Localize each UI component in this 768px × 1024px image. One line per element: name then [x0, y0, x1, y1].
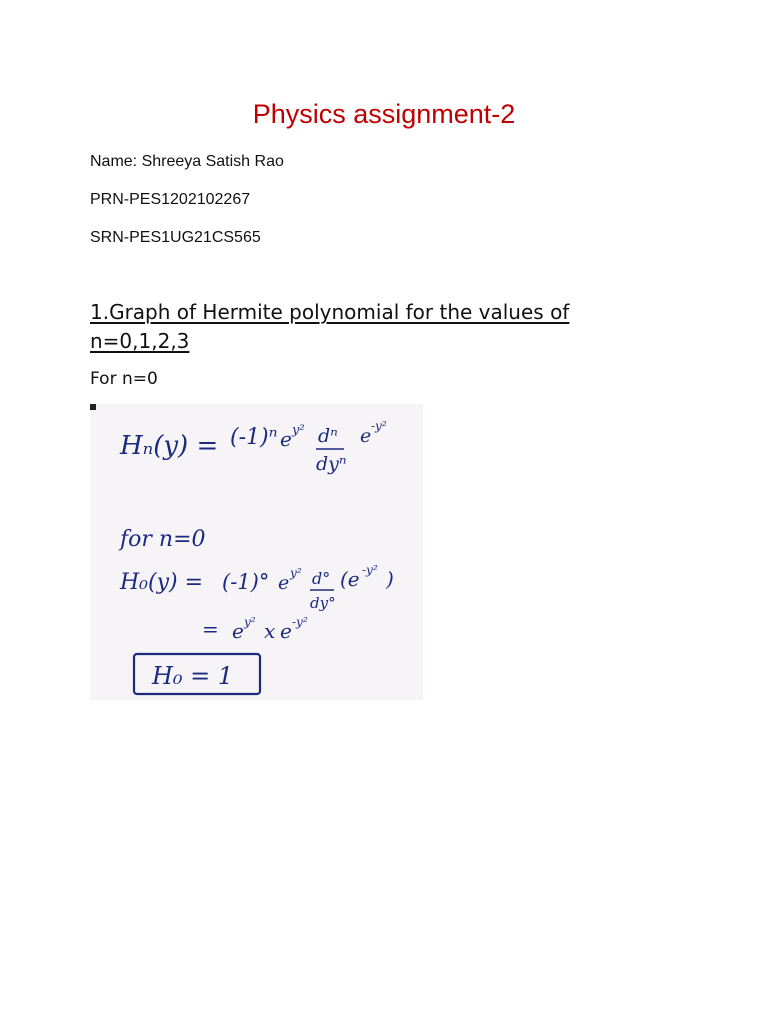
handwritten-notes-drawing [90, 404, 423, 700]
result-text: H₀ = 1 [152, 662, 234, 690]
step-two-times: x [264, 619, 276, 643]
hermite-derivative-bottom: dyⁿ [316, 453, 347, 475]
step-two-equals: = [202, 617, 219, 641]
step-one-gaussian-power: -y² [362, 563, 378, 577]
step-one-derivative-bottom: dy° [310, 594, 336, 612]
step-two-exp: e [232, 619, 244, 643]
hermite-definition-lhs: Hₙ(y) = [120, 431, 219, 461]
step-one-close-paren: ) [386, 567, 394, 591]
step-two-gaussian-power: -y² [292, 615, 308, 629]
hermite-gaussian-power: -y² [371, 419, 387, 433]
prn-number: PRN-PES1202102267 [90, 191, 251, 208]
hermite-gaussian: e [360, 425, 372, 447]
handwritten-notes-image [90, 404, 423, 700]
step-two-exp-power: y² [244, 615, 256, 629]
step-one-derivative-top: d° [312, 569, 331, 588]
section-heading: 1.Graph of Hermite polynomial for the values of n=0,1,2,3 [90, 300, 570, 353]
hermite-exp-factor: e [280, 427, 292, 451]
step-one-gaussian: (e [340, 567, 360, 591]
step-one-lhs: H₀(y) = [120, 570, 204, 595]
hermite-exp-power: y² [292, 423, 305, 438]
document-title: Physics assignment-2 [252, 99, 516, 129]
step-one-exp: e [278, 572, 290, 594]
case-label: for n=0 [120, 527, 206, 552]
hermite-sign-factor: (-1)ⁿ [230, 425, 278, 450]
srn-number: SRN-PES1UG21CS565 [90, 229, 261, 246]
case-subheading: For n=0 [90, 369, 158, 389]
step-one-sign: (-1)° [222, 570, 270, 594]
step-one-exp-power: y² [290, 566, 302, 580]
student-name: Name: Shreeya Satish Rao [90, 153, 284, 170]
step-two-gaussian: e [280, 619, 292, 643]
hermite-derivative-top: dⁿ [318, 425, 338, 447]
